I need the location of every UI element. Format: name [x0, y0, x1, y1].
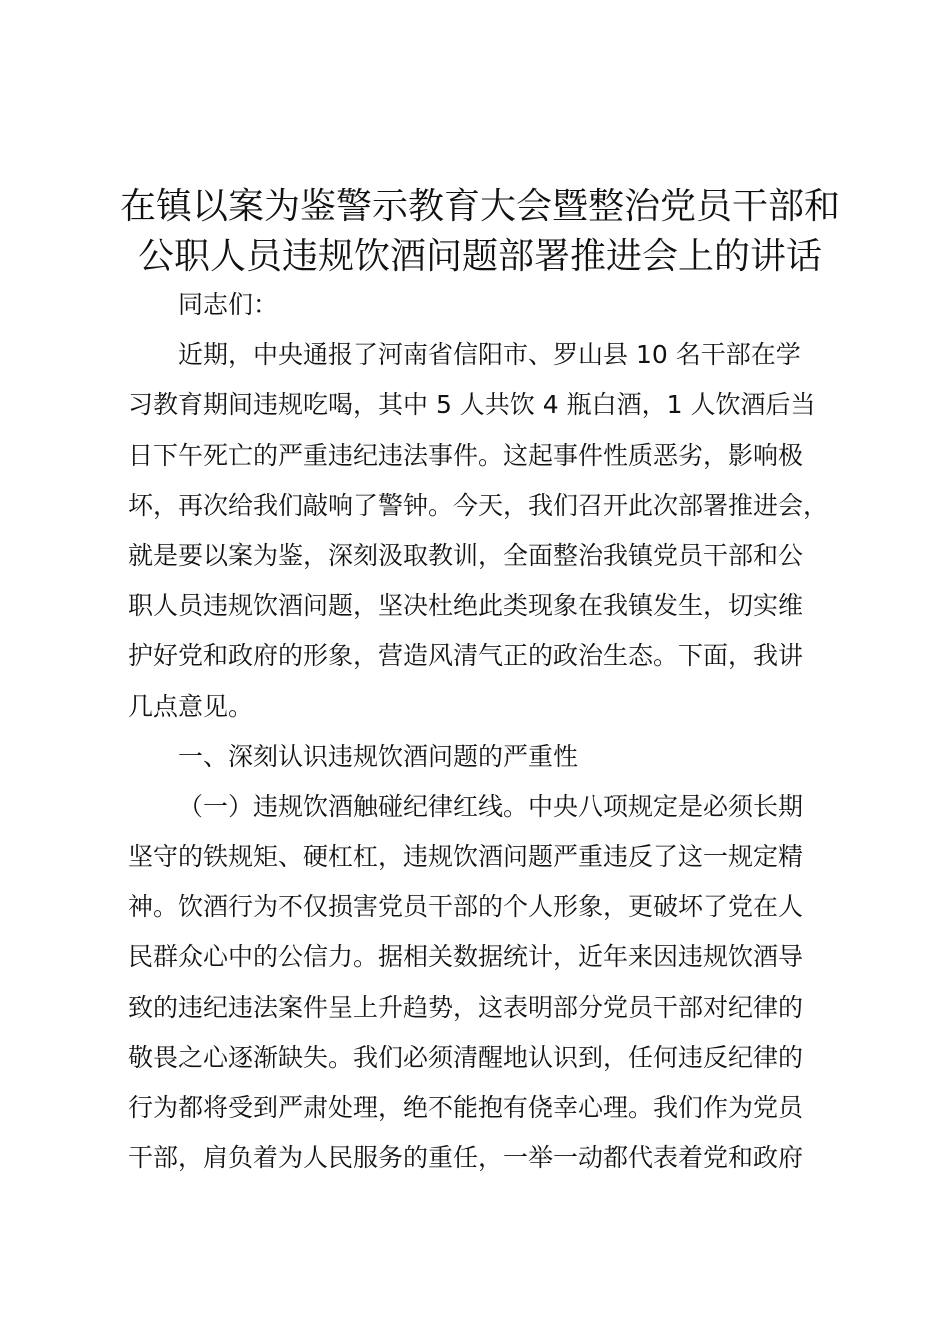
sub-section-line: 干部，肩负着为人民服务的重任，一举一动都代表着党和政府 [128, 1143, 804, 1173]
intro-line: 坏，再次给我们敲响了警钟。今天，我们召开此次部署推进会， [128, 490, 829, 520]
intro-line: 职人员违规饮酒问题，坚决杜绝此类现象在我镇发生，切实维 [128, 591, 804, 621]
salutation: 同志们： [178, 290, 279, 319]
title-line-1: 在镇以案为鉴警示教育大会暨整治党员干部和 [119, 186, 840, 227]
salutation-paragraph [128, 280, 838, 330]
title-line-2: 公职人员违规饮酒问题部署推进会上的讲话 [137, 236, 822, 277]
sub-section-line: 致的违纪违法案件呈上升趋势，这表明部分党员干部对纪律的 [128, 992, 804, 1022]
sub-section-line: （一）违规饮酒触碰纪律红线。中央八项规定是必须长期 [178, 791, 804, 821]
sub-section-paragraph [128, 782, 838, 1184]
sub-section-line: 坚守的铁规矩、硬杠杠，违规饮酒问题严重违反了这一规定精 [128, 842, 804, 872]
sub-section-line: 敬畏之心逐渐缺失。我们必须清醒地认识到，任何违反纪律的 [128, 1042, 804, 1072]
document-body [128, 280, 838, 1183]
intro-paragraph [128, 330, 838, 732]
document-title [110, 182, 850, 282]
section-heading-paragraph [128, 732, 838, 782]
sub-section-line: 神。饮酒行为不仅损害党员干部的个人形象，更破坏了党在人 [128, 892, 804, 922]
intro-line: 习教育期间违规吃喝，其中 5 人共饮 4 瓶白酒，1 人饮酒后当 [128, 390, 816, 420]
intro-line: 日下午死亡的严重违纪违法事件。这起事件性质恶劣，影响极 [128, 440, 804, 470]
sub-section-line: 民群众心中的公信力。据相关数据统计，近年来因违规饮酒导 [128, 942, 804, 972]
intro-line: 护好党和政府的形象，营造风清气正的政治生态。下面，我讲 [128, 641, 804, 671]
intro-line: 近期，中央通报了河南省信阳市、罗山县 10 名干部在学 [178, 340, 801, 370]
sub-section-line: 行为都将受到严肃处理，绝不能抱有侥幸心理。我们作为党员 [128, 1093, 804, 1122]
intro-line: 几点意见。 [128, 691, 254, 721]
intro-line: 就是要以案为鉴，深刻汲取教训，全面整治我镇党员干部和公 [128, 540, 804, 570]
section-heading: 一、深刻认识违规饮酒问题的严重性 [178, 741, 579, 771]
